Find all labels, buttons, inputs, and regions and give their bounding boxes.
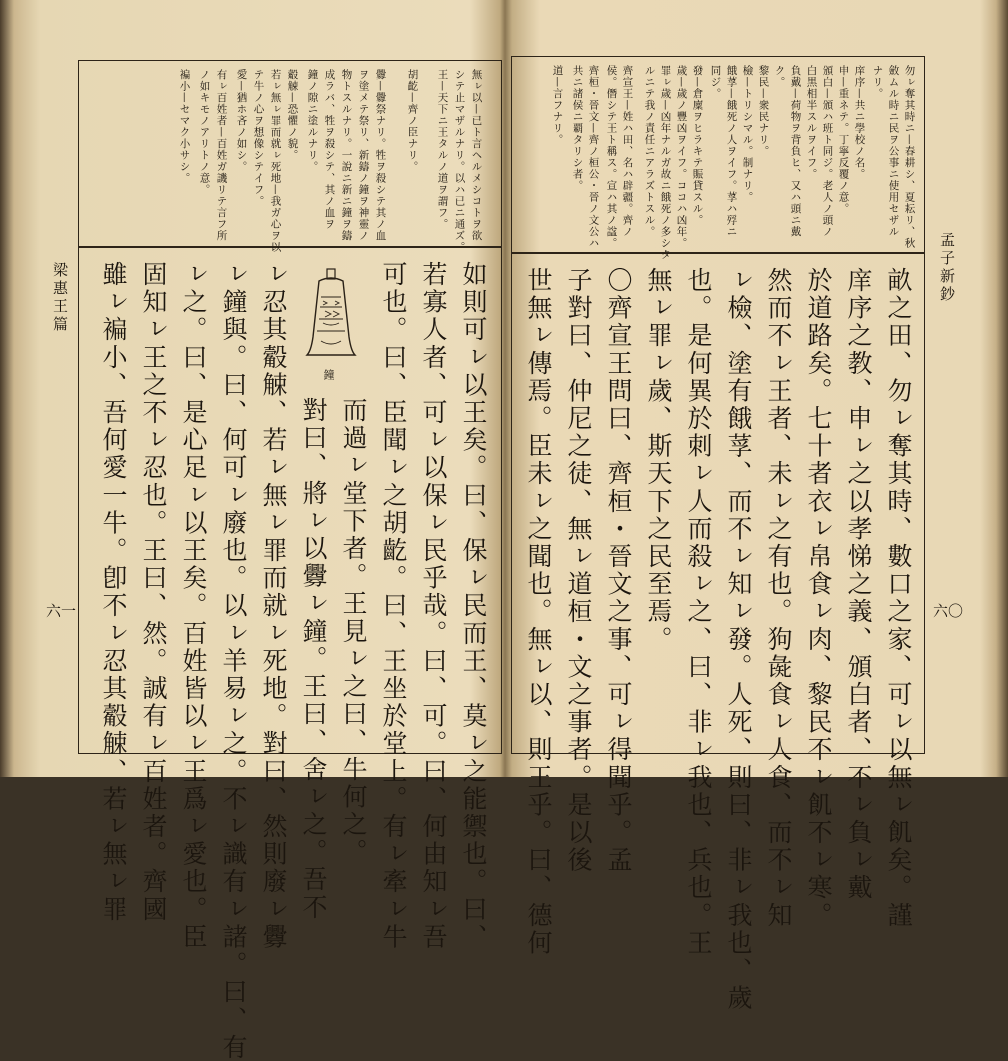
right-note-line: 餓莩—餓死ノ人ヲイフ。莩ハ殍ニ <box>725 65 738 238</box>
left-note-line: 無ㇾ以—已ト言ヘルメシコトヲ欲 <box>470 69 483 242</box>
right-note-line: 齊宣王—姓ハ田、名ハ辟疆。齊ノ <box>621 65 634 238</box>
left-main-line: 而過ㇾ堂下者。王見ㇾ之曰、牛何之。 <box>339 397 368 867</box>
right-main-line: 〇齊宣王問曰、齊桓・晉文之事、可ㇾ得聞乎。孟 <box>604 267 633 875</box>
left-main-line: ㇾ鐘與。曰、何可ㇾ廢也。以ㇾ羊易ㇾ之。不ㇾ識有ㇾ諸。曰、有 <box>219 261 248 1061</box>
left-notes-box <box>78 60 502 253</box>
right-note-line: 勿ㇾ奪其時ニ—春耕シ、夏耘リ、秋 <box>903 65 916 249</box>
right-note-line: 負戴—荷物ヲ背負ヒ、又ハ頭ニ戴 <box>789 65 802 238</box>
right-note-line: 申—重ネテ。丁寧反覆ノ意。 <box>837 65 850 215</box>
right-main-line: 畝之田、勿ㇾ奪其時、數口之家、可ㇾ以無ㇾ飢矣。謹 <box>884 267 913 930</box>
left-note-line: 物トスルナリ。一說ニ新ニ鐘ヲ鑄 <box>340 69 353 242</box>
right-note-line: 同ジ。 <box>709 65 722 100</box>
left-note-line: テ牛ノ心ヲ想像シテイフ。 <box>252 69 265 207</box>
right-note-line: ク。 <box>773 65 786 88</box>
left-note-line: 成ラバ、牲ヲ殺シテ、其ノ血ヲ <box>323 69 336 230</box>
right-main-text-box <box>511 252 925 1013</box>
right-note-line: 黎民—衆民ナリ。 <box>757 65 770 157</box>
right-note-line: 發—倉廩ヲヒラキテ賑貸スル。 <box>691 65 704 226</box>
left-main-line: 對曰、將ㇾ以釁ㇾ鐘。王曰、舍ㇾ之。吾不 <box>299 397 328 922</box>
left-note-line: 鐘ノ隙ニ塗ルナリ。 <box>306 69 319 173</box>
bell-figure <box>301 267 361 385</box>
right-note-line: ルニテ我ノ責任ニアラズトスル。 <box>643 65 656 238</box>
right-note-line: 檢—トリシマル。制ナリ。 <box>741 65 754 203</box>
right-main-line: 也。是何異於刺ㇾ人而殺ㇾ之、曰、非ㇾ我也、兵也。王 <box>684 267 713 957</box>
right-main-line: 然而不ㇾ王者、未ㇾ之有也。狗彘食ㇾ人食、而不ㇾ知 <box>764 267 793 930</box>
right-note-line: 斂ムル時ニ民ヲ公事ニ使用セザル <box>887 65 900 238</box>
left-running-head: 梁惠王篇 <box>51 262 69 334</box>
left-main-line: 固知ㇾ王之不ㇾ忍也。王曰、然。誠有ㇾ百姓者。齊國 <box>139 261 168 924</box>
left-main-line: 如則可ㇾ以王矣。曰、保ㇾ民而王、莫ㇾ之能禦也。曰、 <box>459 261 488 951</box>
right-main-line: 庠序之教、申ㇾ之以孝悌之義、頒白者、不ㇾ負ㇾ戴 <box>844 267 873 902</box>
right-main-line: 於道路矣。七十者衣ㇾ帛食ㇾ肉、黎民不ㇾ飢不ㇾ寒。 <box>804 267 833 930</box>
left-note-line: 王—天下ニ王タルノ道ヲ謂フ。 <box>436 69 449 230</box>
left-main-text-box <box>78 246 502 1061</box>
right-main-line: 世無ㇾ傳焉。臣未ㇾ之聞也。無ㇾ以、則王乎。曰、德何 <box>524 267 553 957</box>
bell-illustration <box>301 267 361 367</box>
right-main-line: ㇾ檢、塗有餓莩、而不ㇾ知ㇾ發。人死、則曰、非ㇾ我也、歲 <box>724 267 753 1013</box>
right-notes-box <box>511 56 925 261</box>
right-note-line: 罪ㇾ歲—凶年ナルガ故ニ餓死ノ多シタ <box>659 65 672 261</box>
left-note-line: 有ㇾ百姓者—百姓ガ譏リテ言フ所 <box>215 69 228 242</box>
right-main-line: 子對曰、仲尼之徒、無ㇾ道桓・文之事者。是以後 <box>564 267 593 875</box>
left-note-line: 愛—猶ホ吝ノ如シ。 <box>235 69 248 173</box>
right-note-line: 侯。僭シテ王ト稱ス。宣ハ其ノ諡。 <box>605 65 618 249</box>
right-note-line: 庠序—共ニ學校ノ名。 <box>853 65 866 180</box>
right-page <box>505 0 1008 1013</box>
left-note-line: シテ止マザルナリ。以ハ已ニ通ズ。 <box>453 69 466 253</box>
left-page-number: 六一 <box>46 602 77 620</box>
right-note-line: 白黒相半スルヲイフ。 <box>805 65 818 180</box>
right-note-line: 歲—歲ノ豐凶ヲイフ。ココハ凶年。 <box>675 65 688 249</box>
right-page-number: 六〇 <box>933 602 964 620</box>
left-main-line: 若寡人者、可ㇾ以保ㇾ民乎哉。曰、可。曰、何由知ㇾ吾 <box>419 261 448 951</box>
left-main-line: 雖ㇾ褊小、吾何愛一牛。卽不ㇾ忍其觳觫、若ㇾ無ㇾ罪 <box>99 261 128 924</box>
left-main-line: ㇾ忍其觳觫、若ㇾ無ㇾ罪而就ㇾ死地。對曰、然則廢ㇾ釁 <box>259 261 288 951</box>
left-note-line: ノ如キモノアリトノ意。 <box>198 69 211 196</box>
bell-caption: 鐘 <box>322 369 335 380</box>
right-note-line: 道—言フナリ。 <box>551 65 564 146</box>
left-note-line: 胡齕—齊ノ臣ナリ。 <box>406 69 419 173</box>
right-note-line: 頒白—頒ハ班ト同ジ。老人ノ頭ノ <box>821 65 834 238</box>
left-main-line: ㇾ之。曰、是心足ㇾ以王矣。百姓皆以ㇾ王爲ㇾ愛也。臣 <box>179 261 208 951</box>
right-note-line: 齊桓・晉文—齊ノ桓公・晉ノ文公ハ <box>587 65 600 249</box>
left-note-line: 褊小—セマク小サシ。 <box>178 69 191 184</box>
right-main-line: 無ㇾ罪ㇾ歲、斯天下之民至焉。 <box>644 267 673 654</box>
right-note-line: ナリ。 <box>871 65 884 100</box>
left-note-line: 觳觫—恐懼ノ貌。 <box>286 69 299 161</box>
left-note-line: 若ㇾ無ㇾ罪而就ㇾ死地—我ガ心ヲ以 <box>269 69 282 253</box>
left-note-line: ヲ塗メテ祭リ、新鑄ノ鐘ヲ神靈ノ <box>357 69 370 242</box>
right-note-line: 共ニ諸侯ニ覇タリシ者。 <box>571 65 584 192</box>
right-running-head: 孟子新鈔 <box>938 232 956 304</box>
left-main-line: 可也。曰、臣聞ㇾ之胡齕。曰、王坐於堂上。有ㇾ牽ㇾ牛 <box>379 261 408 951</box>
left-note-line: 釁—釁祭ナリ。牲ヲ殺シテ其ノ血 <box>374 69 387 242</box>
